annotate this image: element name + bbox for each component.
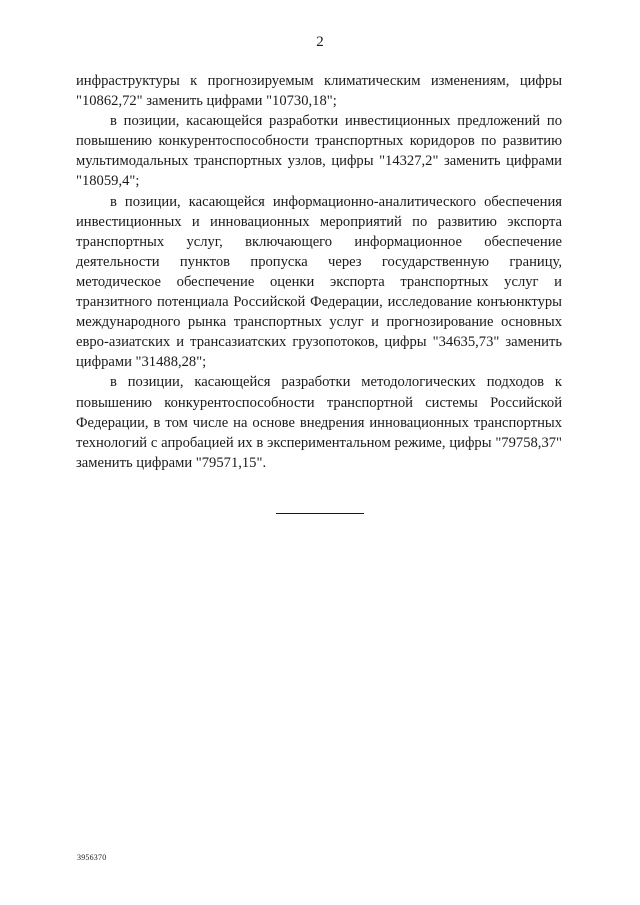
paragraph-continuation: инфраструктуры к прогнозируемым климатическим изменениям, цифры "10862,72" заменить цифрами "10730,18";: [76, 73, 562, 110]
document-code: 3956370: [77, 853, 107, 862]
paragraph-investment-proposals: в позиции, касающейся разработки инвестиционных предложений по повышению конкурентоспособности транспортных коридоров по развитию мультимодальных транспортных узлов, цифры "14327,2" заменить цифрами "18059,4";: [76, 113, 562, 190]
document-body: [76, 71, 562, 473]
end-separator-line: [276, 513, 364, 514]
paragraph-methodological-approaches: в позиции, касающейся разработки методологических подходов к повышению конкурентоспособности транспортной системы Российской Федерации, в том числе на основе внедрения инновационных транспортных технологий с апробацией их в экспериментальном режиме, цифры "79758,37" заменить цифрами "79571,15".: [76, 374, 562, 471]
paragraph-information-support: в позиции, касающейся информационно-аналитического обеспечения инвестиционных и инновационных мероприятий по развитию экспорта транспортных услуг, включающего информационное обеспечение деятельности пунктов пропуска через государственную границу, методическое обеспечение оценки экспорта транспортных услуг и транзитного потенциала Российской Федерации, исследование конъюнктуры международного рынка транспортных услуг и прогнозирование основных евро-азиатских и трансазиатских грузопотоков, цифры "34635,73" заменить цифрами "31488,28";: [76, 193, 562, 371]
page-number: 2: [316, 34, 324, 50]
